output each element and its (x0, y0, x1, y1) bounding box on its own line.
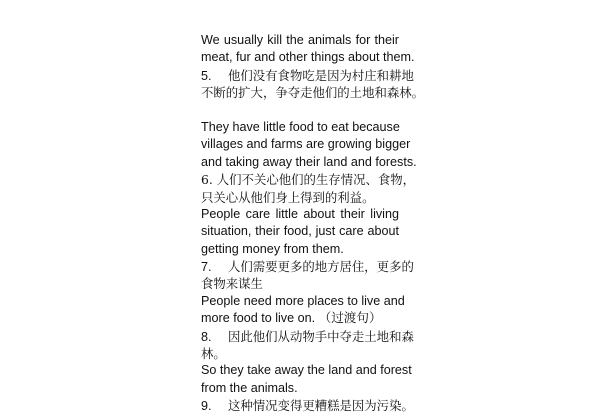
document-text (201, 32, 425, 415)
text-line: 食物来谋生 (201, 276, 263, 292)
text-line: situation, their food, just care about (201, 224, 399, 239)
item-number: 9. (201, 399, 212, 414)
text-line (201, 171, 416, 188)
text-line: from the animals. (201, 380, 298, 395)
text-line (201, 328, 414, 345)
text-line (201, 67, 414, 84)
item-text: 人们不关心他们的生存情况、食物， (216, 172, 416, 188)
text-line: So they take away the land and forest (201, 363, 412, 378)
text-line (201, 258, 414, 275)
text-line: 不断的扩大，争夺走他们的土地和森林。 (201, 85, 425, 101)
text-line: villages and farms are growing bigger (201, 137, 411, 152)
text-line (201, 397, 414, 414)
item-number: 7. (201, 260, 212, 275)
text-line: People care little about their living (201, 206, 399, 221)
item-number: 8. (201, 329, 212, 344)
text-line: getting money from them. (201, 241, 344, 256)
text-line: People need more places to live and (201, 293, 405, 308)
item-text: 这种情况变得更糟糕是因为污染。 (228, 398, 414, 414)
item-number: 6. (201, 172, 213, 188)
text-line: 林。 (201, 346, 226, 362)
item-text: 人们需要更多的地方居住，更多的 (228, 259, 414, 275)
text-line: They have little food to eat because (201, 119, 400, 134)
text-line: We usually kill the animals for their (201, 33, 399, 47)
item-text: 因此他们从动物手中夺走土地和森 (228, 328, 414, 344)
item-text: 他们没有食物吃是因为村庄和耕地 (228, 67, 414, 83)
text-line: more food to live on. （过渡句） (201, 311, 382, 326)
text-line: and taking away their land and forests. (201, 154, 417, 169)
item-number: 5. (201, 68, 212, 83)
text-line: meat, fur and other things about them. (201, 50, 415, 65)
blank-line (201, 102, 399, 119)
text-line: 只关心从他们身上得到的利益。 (201, 189, 375, 205)
